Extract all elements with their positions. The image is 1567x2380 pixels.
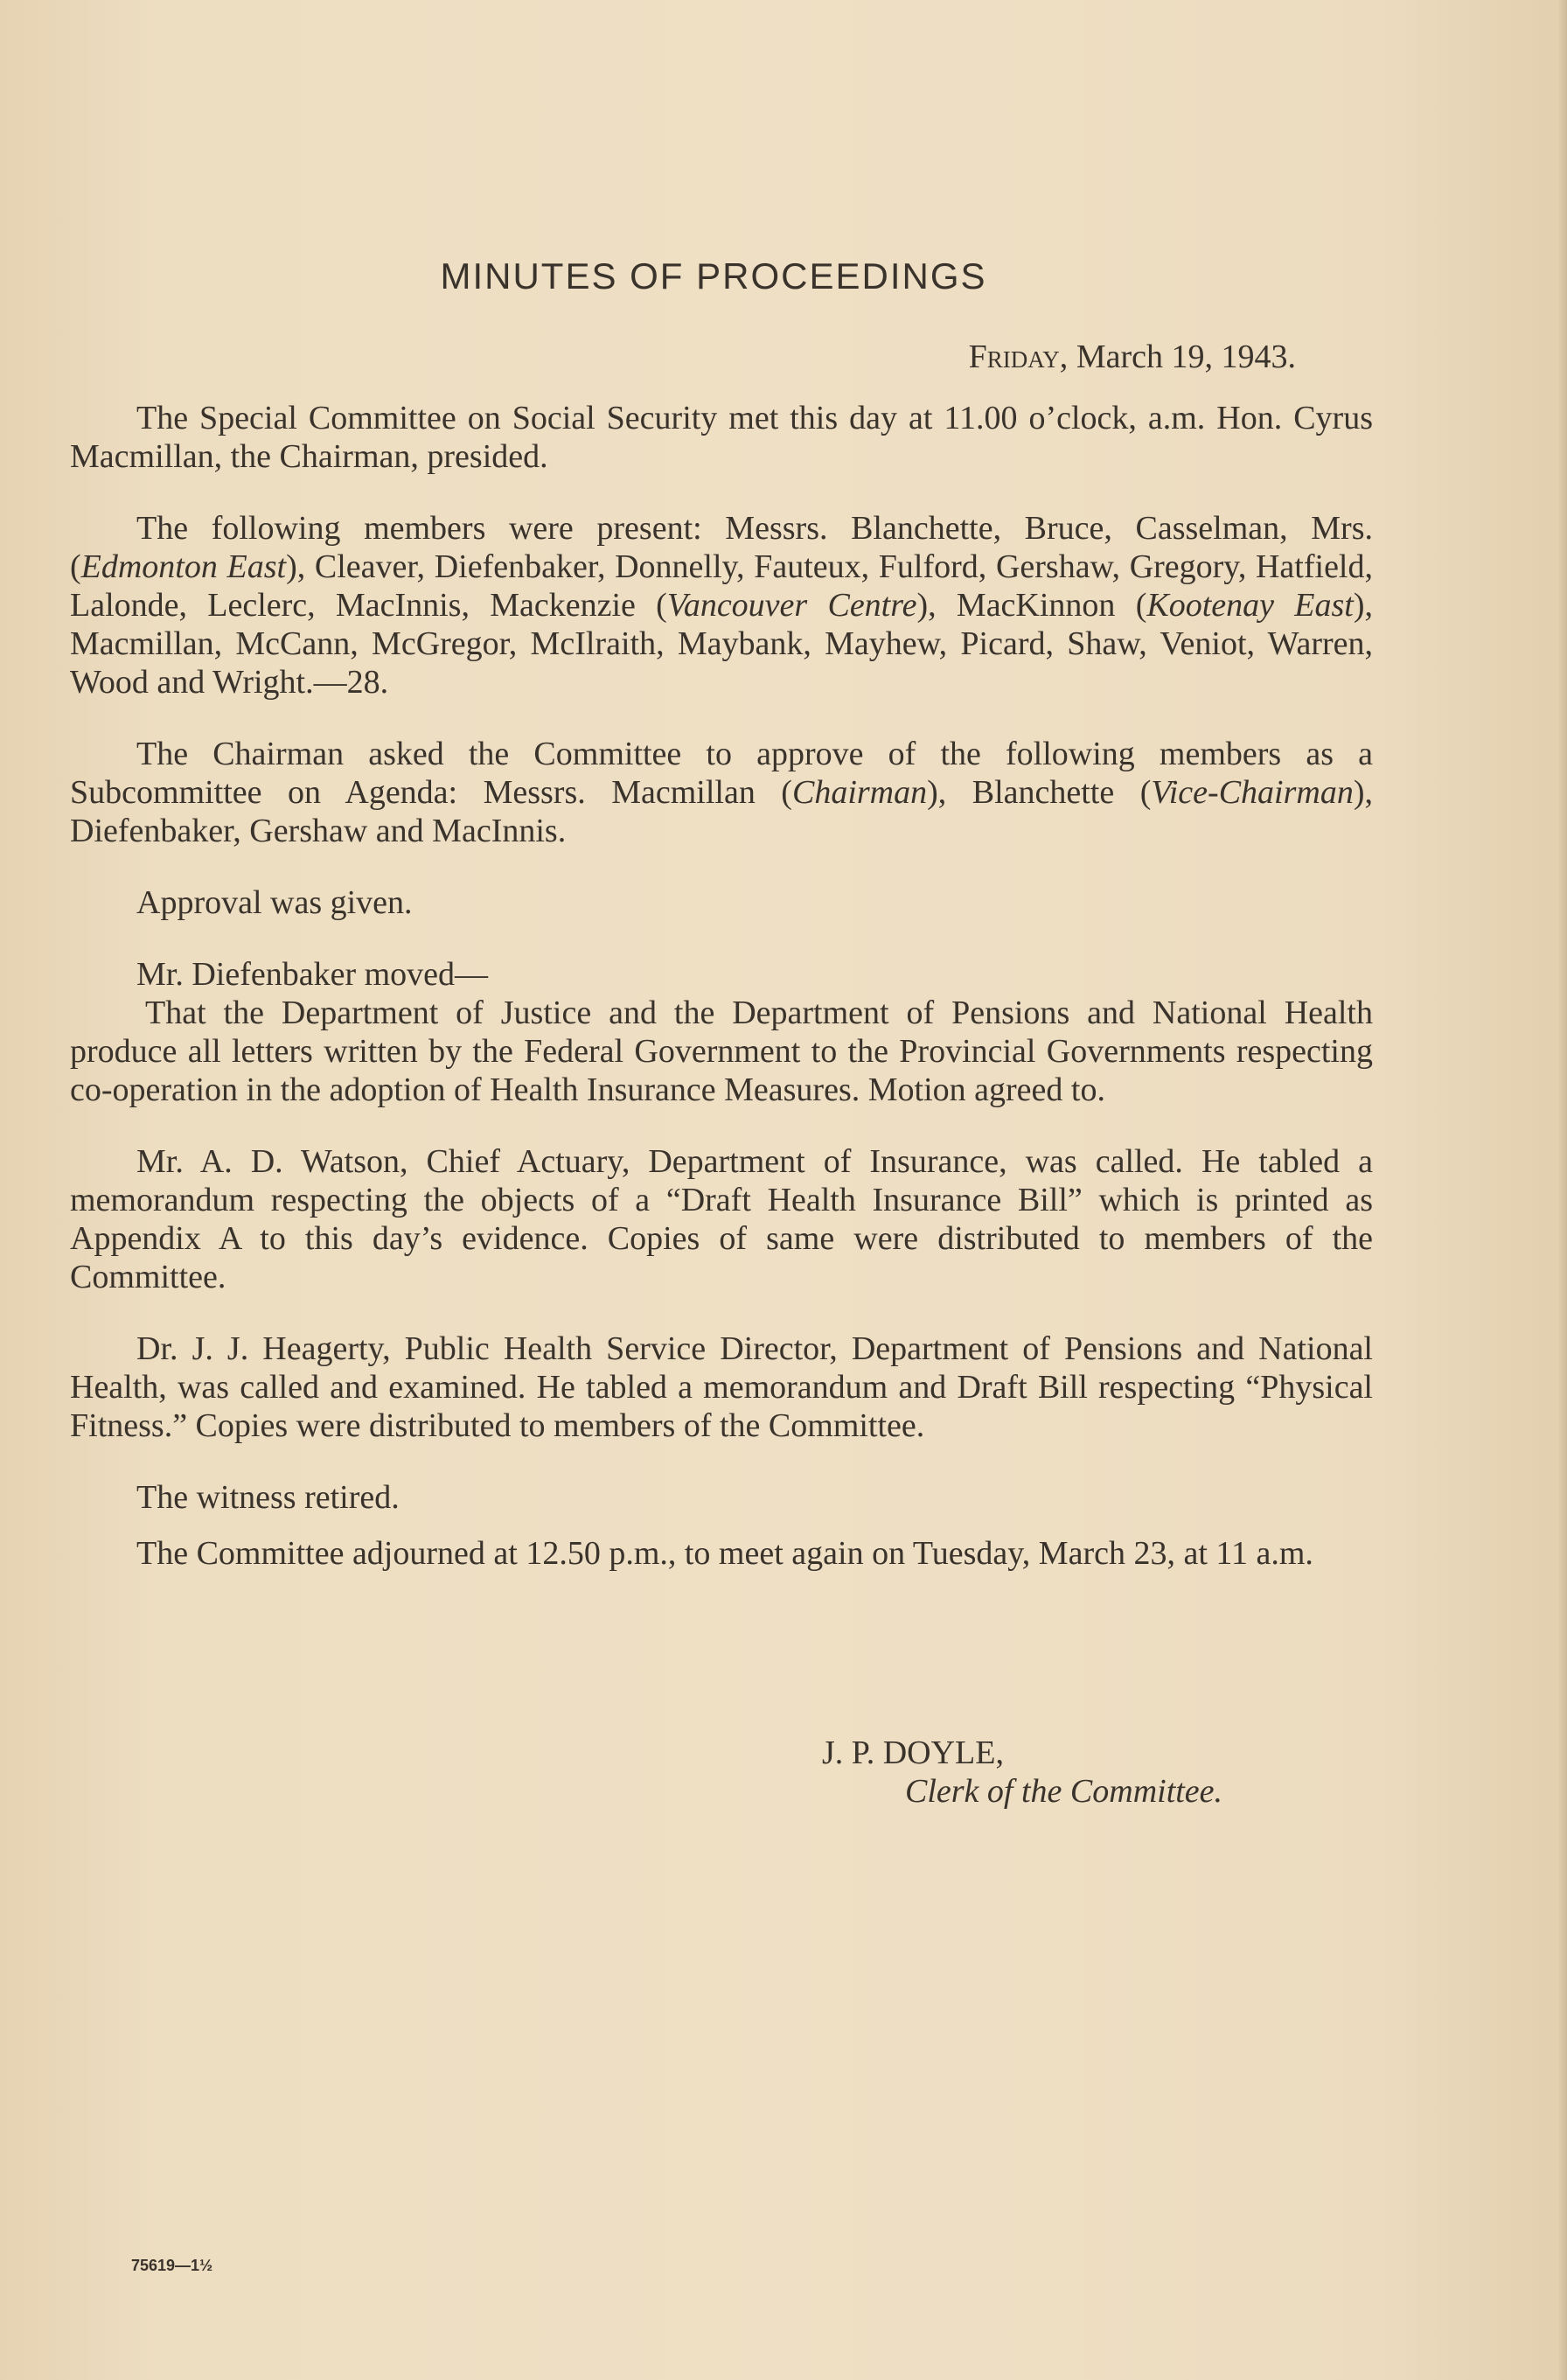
subcommittee-text-2: ), Blanchette (	[927, 774, 1152, 811]
print-code: 75619—1½	[131, 2257, 213, 2274]
paragraph-adjournment: The Committee adjourned at 12.50 p.m., to meet again on Tuesday, March 23, at 11 a.m.	[136, 1535, 1313, 1572]
role-chairman: Chairman	[791, 774, 928, 811]
page-edge-shadow	[1558, 0, 1567, 2380]
paragraph-members-present	[70, 509, 1373, 701]
paragraph-motion-intro: Mr. Diefenbaker moved—	[136, 956, 489, 993]
members-text-2: ), Cleaver, Diefenbaker, Donnelly, Fauteux, Fulford, Gershaw, Gregory, Hatfield, Lalonde, Leclerc, MacInnis, Mackenzie (	[70, 548, 1373, 624]
members-text-3: ), MacKinnon (	[916, 587, 1147, 624]
subcommittee-text-3: ), Diefenbaker, Gershaw and MacInnis.	[70, 774, 1373, 849]
subcommittee-text-1: The Chairman asked the Committee to approve of the following members as a Subcommittee on Agenda: Messrs. Macmillan (	[70, 736, 1373, 811]
riding-edmonton-east: Edmonton East	[80, 548, 287, 585]
paragraph-witness-retired: The witness retired.	[136, 1479, 400, 1516]
riding-vancouver-centre: Vancouver Centre	[666, 587, 917, 624]
minutes-body	[70, 399, 1373, 1573]
paragraph-opening: The Special Committee on Social Security met this day at 11.00 o’clock, a.m. Hon. Cyrus Macmillan, the Chairman, presided.	[70, 400, 1373, 475]
paragraph-approval: Approval was given.	[136, 884, 413, 921]
role-vice-chairman: Vice-Chairman	[1151, 774, 1354, 811]
page-title: MINUTES OF PROCEEDINGS	[440, 255, 987, 297]
members-text-4: ), Macmillan, McCann, McGregor, McIlraith, Maybank, Mayhew, Picard, Shaw, Veniot, Warren, Wood and Wright.—28.	[70, 587, 1373, 701]
meeting-day: Friday,	[968, 339, 1069, 375]
paragraph-heagerty: Dr. J. J. Heagerty, Public Health Service Director, Department of Pensions and National Health, was called and examined. He tabled a memorandum and Draft Bill respecting “Physical Fitness.” Copies were distributed to members of the Committee.	[70, 1330, 1373, 1444]
meeting-date-rest: March 19, 1943.	[1068, 339, 1296, 375]
paragraph-watson: Mr. A. D. Watson, Chief Actuary, Department of Insurance, was called. He tabled a memorandum respecting the objects of a “Draft Health Insurance Bill” which is printed as Appendix A to this day’s evidence. Copies of same were distributed to members of the Committee.	[70, 1143, 1373, 1295]
riding-kootenay-east: Kootenay East	[1146, 587, 1354, 624]
members-text-1: The following members were present: Messrs. Blanchette, Bruce, Casselman, Mrs. (	[70, 510, 1373, 585]
meeting-date	[969, 338, 1296, 376]
clerk-title: Clerk of the Committee.	[905, 1773, 1223, 1810]
paragraph-subcommittee	[70, 735, 1373, 850]
clerk-name: J. P. DOYLE,	[822, 1734, 1004, 1771]
paragraph-motion: That the Department of Justice and the Department of Pensions and National Health produce all letters written by the Federal Government to the Provincial Governments respecting co-operation in the adoption of Health Insurance Measures. Motion agreed to.	[70, 995, 1373, 1108]
